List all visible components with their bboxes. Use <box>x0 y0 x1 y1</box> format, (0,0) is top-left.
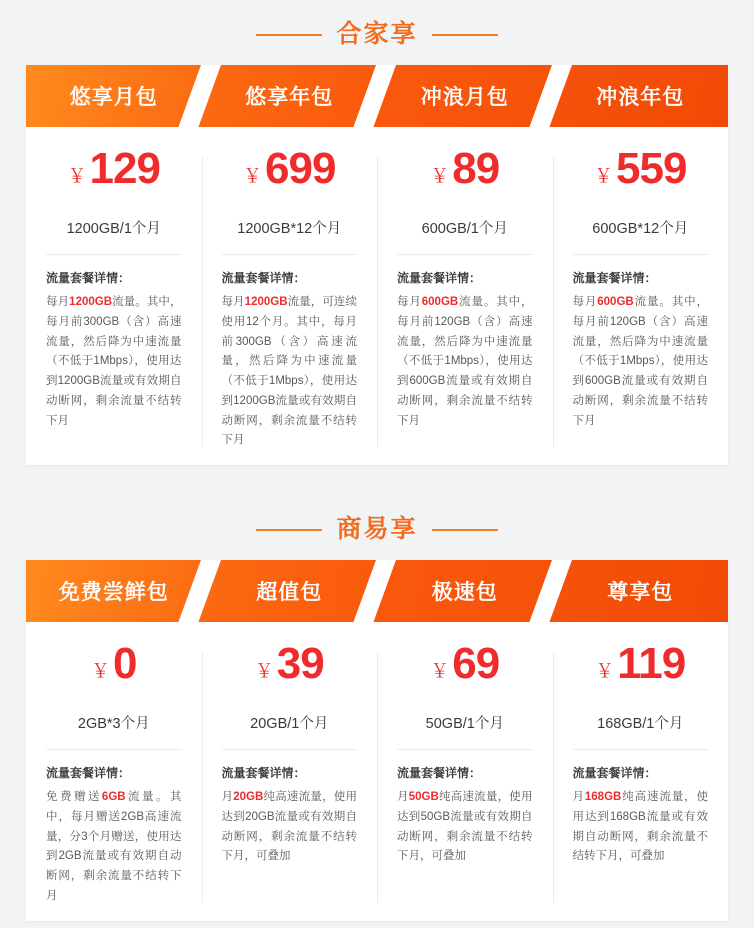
plan-detail <box>377 750 553 867</box>
plan-quota: 168GB/1个月 <box>573 706 709 750</box>
detail-prefix: 月 <box>221 791 234 804</box>
card-divider <box>553 652 554 903</box>
section-spacer <box>0 465 754 495</box>
plan-card-header <box>377 560 553 622</box>
plan-detail-body <box>573 293 709 431</box>
plan-price: 699 <box>265 144 336 193</box>
plan-price-row <box>202 127 378 211</box>
detail-prefix: 每月 <box>397 296 422 308</box>
plan-card[interactable] <box>202 65 378 465</box>
card-divider <box>202 157 203 447</box>
plan-card-header <box>553 560 729 622</box>
plan-detail-body <box>46 788 182 907</box>
plan-card-header <box>553 65 729 127</box>
detail-prefix: 月 <box>397 791 409 804</box>
plan-detail-title: 流量套餐详情： <box>397 766 482 781</box>
plan-card[interactable] <box>26 65 202 465</box>
plan-price-row <box>26 622 202 706</box>
plan-detail <box>377 255 553 431</box>
plan-detail-body <box>222 788 358 867</box>
plan-price: 559 <box>616 144 687 193</box>
detail-highlight: 6GB <box>101 791 126 804</box>
plan-detail-body <box>46 293 182 431</box>
plan-card-header <box>202 65 378 127</box>
plan-detail <box>26 255 202 431</box>
heading-rule-right <box>432 529 498 531</box>
plan-price: 39 <box>276 639 324 689</box>
plan-price: 119 <box>617 639 686 689</box>
plan-quota: 1200GB*12个月 <box>222 211 358 255</box>
plan-name: 极速包 <box>431 581 498 605</box>
plan-detail-title: 流量套餐详情： <box>397 271 482 285</box>
detail-highlight: 1200GB <box>69 296 113 308</box>
section-title: 合家享 <box>336 20 418 48</box>
plan-name: 悠享月包 <box>69 86 158 109</box>
currency-symbol: ￥ <box>91 660 111 682</box>
plan-price-row <box>202 622 378 706</box>
plan-name: 尊享包 <box>607 581 674 605</box>
plan-card-header <box>202 560 378 622</box>
plan-price-row <box>26 127 202 211</box>
plan-detail-title: 流量套餐详情： <box>46 271 131 285</box>
section-business <box>0 495 754 921</box>
plan-name: 超值包 <box>256 581 323 605</box>
detail-suffix: 流量。其中，每月前300GB（含）高速流量，然后降为中速流量（不低于1Mbps），使用达到1200GB流量或有效期自动断网，剩余流量不结转下月 <box>46 296 182 427</box>
detail-suffix: 流量，可连续使用12个月。其中，每月前300GB（含）高速流量，然后降为中速流量（不低于1Mbps），使用达到1200GB流量或有效期自动断网，剩余流量不结转下月 <box>221 296 358 447</box>
plan-card-header <box>26 65 202 127</box>
plan-detail-body <box>222 293 358 451</box>
plan-card[interactable] <box>377 560 553 921</box>
plan-quota: 2GB*3个月 <box>46 706 182 750</box>
detail-highlight: 20GB <box>233 791 264 804</box>
detail-prefix: 每月 <box>46 296 70 308</box>
currency-symbol: ￥ <box>243 165 263 187</box>
plan-detail <box>553 255 729 431</box>
section-title: 商易享 <box>336 515 418 544</box>
plan-price: 129 <box>89 144 160 193</box>
plan-quota: 50GB/1个月 <box>397 706 533 750</box>
plan-name: 冲浪年包 <box>596 86 685 109</box>
plan-detail-title: 流量套餐详情： <box>572 766 657 781</box>
plan-card[interactable] <box>553 560 729 921</box>
plan-name: 免费尝鲜包 <box>58 581 169 605</box>
detail-prefix: 每月 <box>572 296 598 308</box>
currency-symbol: ￥ <box>254 660 274 682</box>
detail-highlight: 168GB <box>584 791 622 804</box>
plan-card-list <box>26 65 728 465</box>
plan-card[interactable] <box>202 560 378 921</box>
detail-suffix: 纯高速流量，使用达到20GB流量或有效期自动断网，剩余流量不结转下月，可叠加 <box>221 791 358 863</box>
card-divider <box>377 157 378 447</box>
plan-price: 89 <box>452 144 500 193</box>
plan-price-row <box>377 127 553 211</box>
plan-card[interactable] <box>377 65 553 465</box>
section-heading <box>0 495 754 560</box>
plan-quota: 600GB*12个月 <box>573 211 709 255</box>
plan-detail <box>202 750 378 867</box>
plan-detail-title: 流量套餐详情： <box>572 271 657 285</box>
section-heading <box>0 0 754 65</box>
plan-detail <box>26 750 202 907</box>
heading-rule-left <box>256 34 322 36</box>
detail-highlight: 600GB <box>421 296 459 308</box>
plan-quota: 20GB/1个月 <box>222 706 358 750</box>
detail-suffix: 纯高速流量，使用达到50GB流量或有效期自动断网，剩余流量不结转下月，可叠加 <box>397 791 533 863</box>
currency-symbol: ￥ <box>430 660 450 682</box>
plan-price: 69 <box>452 639 500 689</box>
heading-rule-left <box>256 529 322 531</box>
currency-symbol: ￥ <box>595 660 615 682</box>
plan-price-row <box>553 127 729 211</box>
plan-price-row <box>377 622 553 706</box>
plan-detail <box>202 255 378 451</box>
currency-symbol: ￥ <box>594 165 614 187</box>
detail-prefix: 月 <box>572 791 585 804</box>
detail-suffix: 流量。其中，每月前120GB（含）高速流量，然后降为中速流量（不低于1Mbps），使用达到600GB流量或有效期自动断网，剩余流量不结转下月 <box>397 296 533 427</box>
card-divider <box>377 652 378 903</box>
detail-prefix: 免费赠送 <box>46 791 102 804</box>
plan-detail <box>553 750 729 867</box>
plan-detail-title: 流量套餐详情： <box>46 766 131 781</box>
plan-price-row <box>553 622 729 706</box>
detail-suffix: 纯高速流量，使用达到168GB流量或有效期自动断网，剩余流量不结转下月，可叠加 <box>572 791 709 863</box>
detail-highlight: 1200GB <box>244 296 288 308</box>
plan-card-list <box>26 560 728 921</box>
plan-card[interactable] <box>26 560 202 921</box>
plan-detail-body <box>397 293 533 431</box>
plan-price: 0 <box>113 639 137 689</box>
detail-highlight: 50GB <box>408 791 439 804</box>
plan-card-header <box>377 65 553 127</box>
currency-symbol: ￥ <box>67 165 87 187</box>
plan-detail-title: 流量套餐详情： <box>221 271 306 285</box>
plan-card[interactable] <box>553 65 729 465</box>
detail-highlight: 600GB <box>597 296 634 308</box>
plan-card-header <box>26 560 202 622</box>
plan-quota: 600GB/1个月 <box>397 211 533 255</box>
plan-detail-body <box>397 788 533 867</box>
plan-name: 冲浪月包 <box>420 86 509 109</box>
card-divider <box>202 652 203 903</box>
plan-detail-body <box>573 788 709 867</box>
detail-suffix: 流量。其中，每月前120GB（含）高速流量，然后降为中速流量（不低于1Mbps），使用达到600GB流量或有效期自动断网，剩余流量不结转下月 <box>572 296 708 427</box>
currency-symbol: ￥ <box>430 165 450 187</box>
plan-quota: 1200GB/1个月 <box>46 211 182 255</box>
plan-detail-title: 流量套餐详情： <box>221 766 306 781</box>
card-divider <box>553 157 554 447</box>
heading-rule-right <box>432 34 498 36</box>
detail-prefix: 每月 <box>221 296 245 308</box>
detail-suffix: 流量。其中，每月赠送2GB高速流量，分3个月赠送，使用达到2GB流量或有效期自动断网，剩余流量不结转下月 <box>46 791 182 902</box>
plan-name: 悠享年包 <box>245 86 334 109</box>
